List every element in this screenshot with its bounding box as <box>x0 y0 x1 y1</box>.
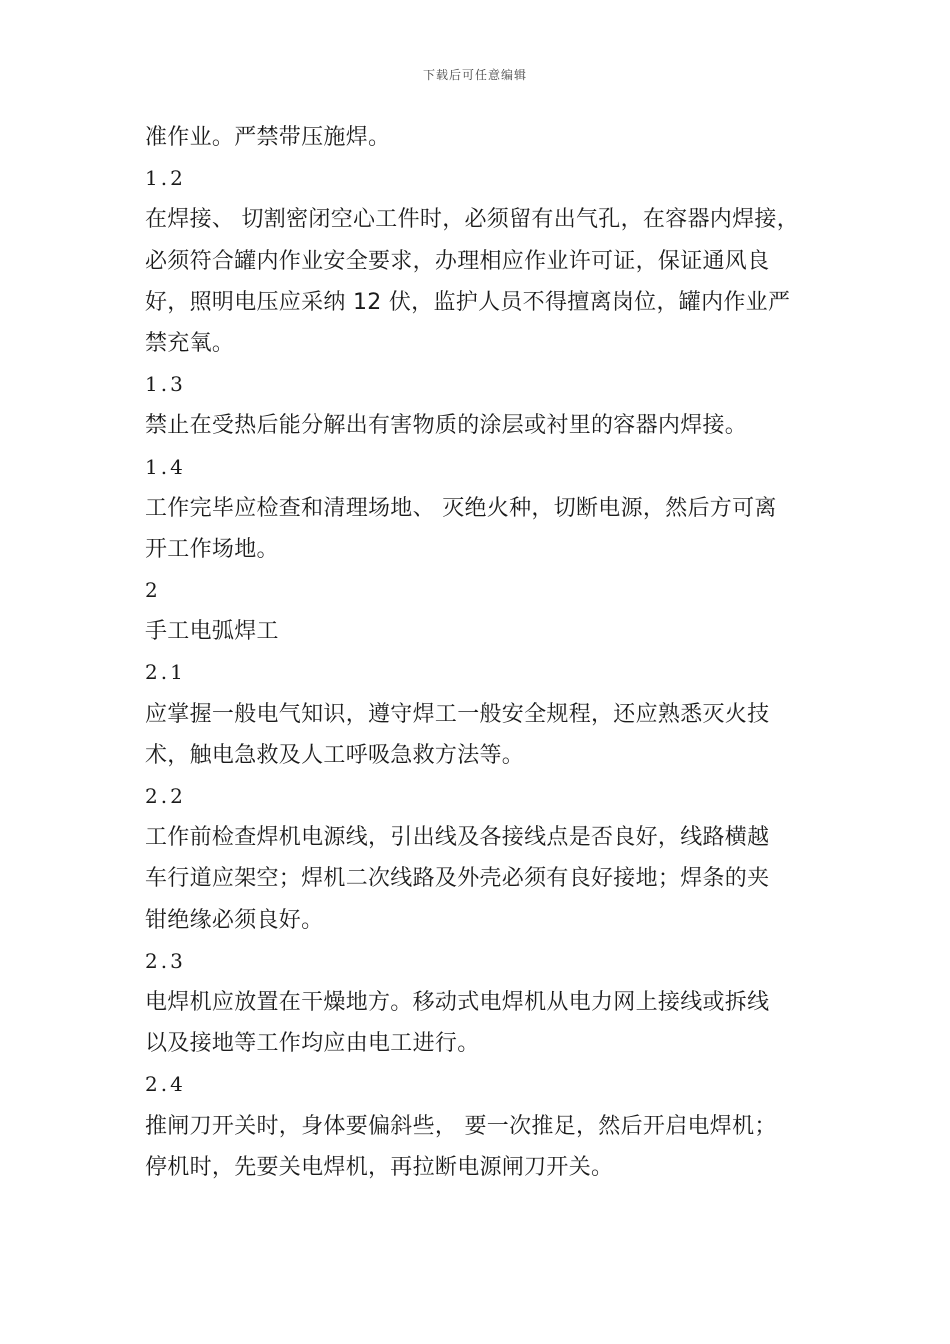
text-line: 好，照明电压应采纳 12 伏，监护人员不得擅离岗位，罐内作业严 <box>145 289 791 315</box>
text-line: 术，触电急救及人工呼吸急救方法等。 <box>145 742 525 768</box>
section-number: 2.2 <box>145 784 186 808</box>
section-heading: 手工电弧焊工 <box>145 619 279 645</box>
text-line: 以及接地等工作均应由电工进行。 <box>145 1031 480 1057</box>
text-line: 车行道应架空；焊机二次线路及外壳必须有良好接地；焊条的夹 <box>145 866 770 892</box>
section-number: 2.4 <box>145 1072 186 1097</box>
page-header: 下载后可任意编辑 <box>422 68 527 82</box>
text-line: 准作业。严禁带压施焊。 <box>145 125 391 150</box>
text-line: 电焊机应放置在干燥地方。移动式电焊机从电力网上接线或拆线 <box>145 989 770 1015</box>
section-number: 1.2 <box>145 166 186 191</box>
text-line: 钳绝缘必须良好。 <box>145 907 324 933</box>
section-number: 2.3 <box>145 948 186 973</box>
text-line: 工作完毕应检查和清理场地、 灭绝火种，切断电源，然后方可离 <box>145 495 777 521</box>
section-number: 1.3 <box>145 372 186 397</box>
section-number: 2 <box>145 578 161 603</box>
text-line: 必须符合罐内作业安全要求，办理相应作业许可证，保证通风良 <box>145 248 770 274</box>
text-line: 推闸刀开关时，身体要偏斜些， 要一次推足，然后开启电焊机； <box>145 1113 777 1139</box>
section-number: 2.1 <box>145 660 186 685</box>
text-line: 停机时，先要关电焊机，再拉断电源闸刀开关。 <box>145 1154 614 1180</box>
text-line: 在焊接、 切割密闭空心工件时，必须留有出气孔，在容器内焊接， <box>145 207 799 233</box>
text-line: 开工作场地。 <box>145 536 279 562</box>
text-line: 禁充氧。 <box>145 330 235 356</box>
document-body <box>145 117 815 1188</box>
text-line: 禁止在受热后能分解出有害物质的涂层或衬里的容器内焊接。 <box>145 413 748 439</box>
section-number: 1.4 <box>145 454 186 479</box>
text-line: 工作前检查焊机电源线，引出线及各接线点是否良好，线路横越 <box>145 825 770 851</box>
text-line: 应掌握一般电气知识，遵守焊工一般安全规程，还应熟悉灭火技 <box>145 701 770 727</box>
